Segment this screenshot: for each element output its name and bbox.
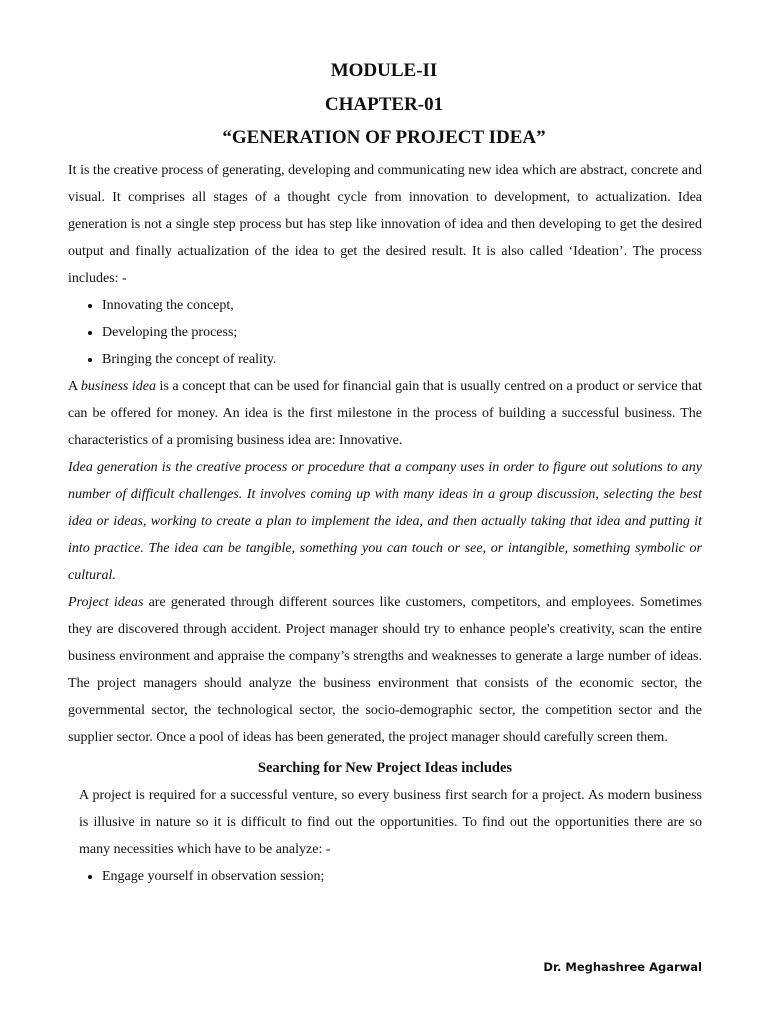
business-idea-prefix: A: [68, 379, 81, 394]
author-footer: Dr. Meghashree Agarwal: [543, 960, 702, 974]
searching-heading: Searching for New Project Ideas includes: [257, 760, 513, 776]
intro-paragraph: It is the creative process of generating, developing and communicating new idea which are abstract, concrete and visual. It comprises all stages of a thought cycle from innovation to development, to actualization. Idea generation is not a single step process but has step like innovation of idea and then developing to get the desired output and finally actualization of the idea to get the desired result. It is also called ‘Ideation’. The process includes: -: [68, 163, 702, 286]
module-heading: MODULE-II: [330, 60, 438, 81]
business-idea-term: business idea: [80, 379, 156, 394]
searching-paragraph: A project is required for a successful venture, so every business first search for a project. As modern business is illusive in nature so it is difficult to find out the opportunities. To find out the opportunities there are so many necessities which have to be analyze: -: [79, 788, 702, 857]
project-ideas-text: are generated through different sources like customers, competitors, and employees. Sometimes they are discovered through accident. Project manager should try to enhance people's creativity, scan the entire business environment and appraise the company’s strengths and weaknesses to generate a large number of ideas. The project managers should analyze the business environment that consists of the economic sector, the governmental sector, the technological sector, the socio-demographic sector, the competition sector and the supplier sector. Once a pool of ideas has been generated, the project manager should carefully screen them.: [68, 595, 702, 745]
chapter-title: “GENERATION OF PROJECT IDEA”: [222, 127, 546, 148]
document-body: [68, 157, 702, 890]
list-item: • Engage yourself in observation session;: [102, 863, 702, 890]
project-ideas-paragraph: [68, 589, 702, 751]
process-list: [68, 292, 702, 373]
list-item: • Bringing the concept of reality.: [102, 346, 702, 373]
list-item: • Developing the process;: [102, 319, 702, 346]
project-ideas-term: Project ideas: [68, 595, 144, 610]
business-idea-text: is a concept that can be used for financial gain that is usually centred on a product or service that can be offered for money. An idea is the first milestone in the process of building a successful business. The characteristics of a promising business idea are: Innovative.: [68, 379, 702, 448]
chapter-heading: CHAPTER-01: [324, 94, 444, 115]
searching-list: [68, 863, 702, 890]
business-idea-paragraph: [68, 373, 702, 454]
idea-generation-paragraph: Idea generation is the creative process or procedure that a company uses in order to figure out solutions to any number of difficult challenges. It involves coming up with many ideas in a group discussion, selecting the best idea or ideas, working to create a plan to implement the idea, and then actually taking that idea and putting it into practice. The idea can be tangible, something you can touch or see, or intangible, something symbolic or cultural.: [68, 460, 702, 583]
list-item: • Innovating the concept,: [102, 292, 702, 319]
